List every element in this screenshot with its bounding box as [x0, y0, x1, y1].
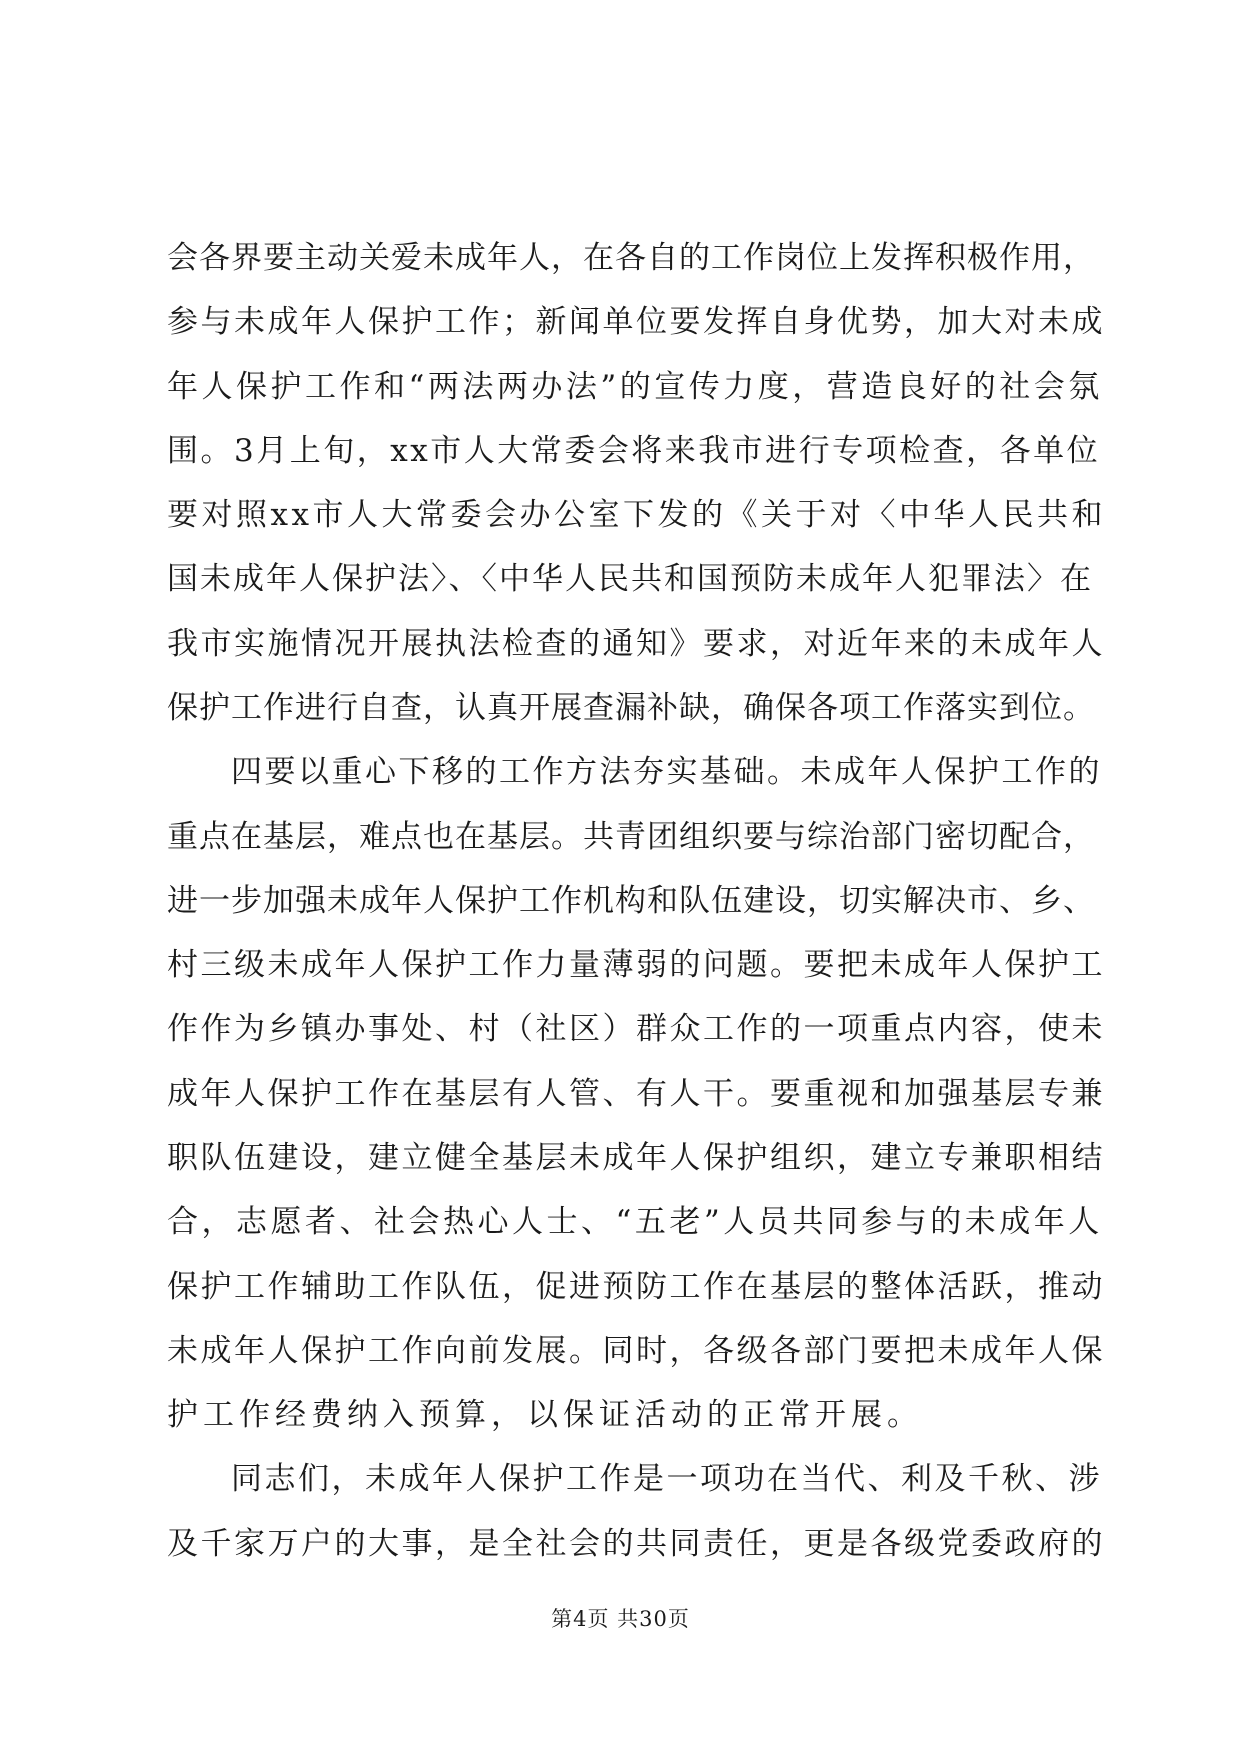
- paragraph-first-line: 四要以重心下移的工作方法夯实基础。未成年人保护工作的: [231, 754, 1102, 790]
- body-text-line: 职队伍建设，建立健全基层未成年人保护组织，建立专兼职相结: [167, 1140, 1105, 1176]
- body-text-line: 会各界要主动关爱未成年人，在各自的工作岗位上发挥积极作用，: [167, 240, 1095, 276]
- body-text-line: 国未成年人保护法〉、〈中华人民共和国预防未成年人犯罪法〉在: [167, 561, 1093, 597]
- body-text-line: 合，志愿者、社会热心人士、“五老”人员共同参与的未成年人: [167, 1204, 1103, 1240]
- body-text-line: 及千家万户的大事，是全社会的共同责任，更是各级党委政府的: [167, 1526, 1105, 1562]
- body-text-line: 成年人保护工作在基层有人管、有人干。要重视和加强基层专兼: [167, 1076, 1105, 1112]
- body-text-line: 未成年人保护工作向前发展。同时，各级各部门要把未成年人保: [167, 1333, 1105, 1369]
- body-text-line: 年人保护工作和“两法两办法”的宣传力度，营造良好的社会氛: [167, 369, 1103, 405]
- body-text-line: 重点在基层，难点也在基层。共青团组织要与综治部门密切配合，: [167, 819, 1095, 855]
- body-text-line: 我市实施情况开展执法检查的通知》要求，对近年来的未成年人: [167, 626, 1105, 662]
- paragraph-first-line: 同志们，未成年人保护工作是一项功在当代、利及千秋、涉: [231, 1461, 1102, 1497]
- body-text-line: 要对照xx市人大常委会办公室下发的《关于对〈中华人民共和: [167, 497, 1106, 533]
- body-text-line: 保护工作进行自查，认真开展查漏补缺，确保各项工作落实到位。: [167, 690, 1095, 726]
- body-text-line: 围。3月上旬，xx市人大常委会将来我市进行专项检查，各单位: [167, 433, 1101, 469]
- body-text-line: 保护工作辅助工作队伍，促进预防工作在基层的整体活跃，推动: [167, 1269, 1105, 1305]
- body-text-line: 村三级未成年人保护工作力量薄弱的问题。要把未成年人保护工: [167, 947, 1105, 983]
- body-text-line: 护工作经费纳入预算，以保证活动的正常开展。: [167, 1397, 923, 1433]
- page-footer: 第4页 共30页: [551, 1607, 690, 1631]
- body-text-line: 参与未成年人保护工作；新闻单位要发挥自身优势，加大对未成: [167, 304, 1105, 340]
- body-text-line: 作作为乡镇办事处、村（社区）群众工作的一项重点内容，使未: [167, 1011, 1105, 1047]
- body-text-line: 进一步加强未成年人保护工作机构和队伍建设，切实解决市、乡、: [167, 883, 1095, 919]
